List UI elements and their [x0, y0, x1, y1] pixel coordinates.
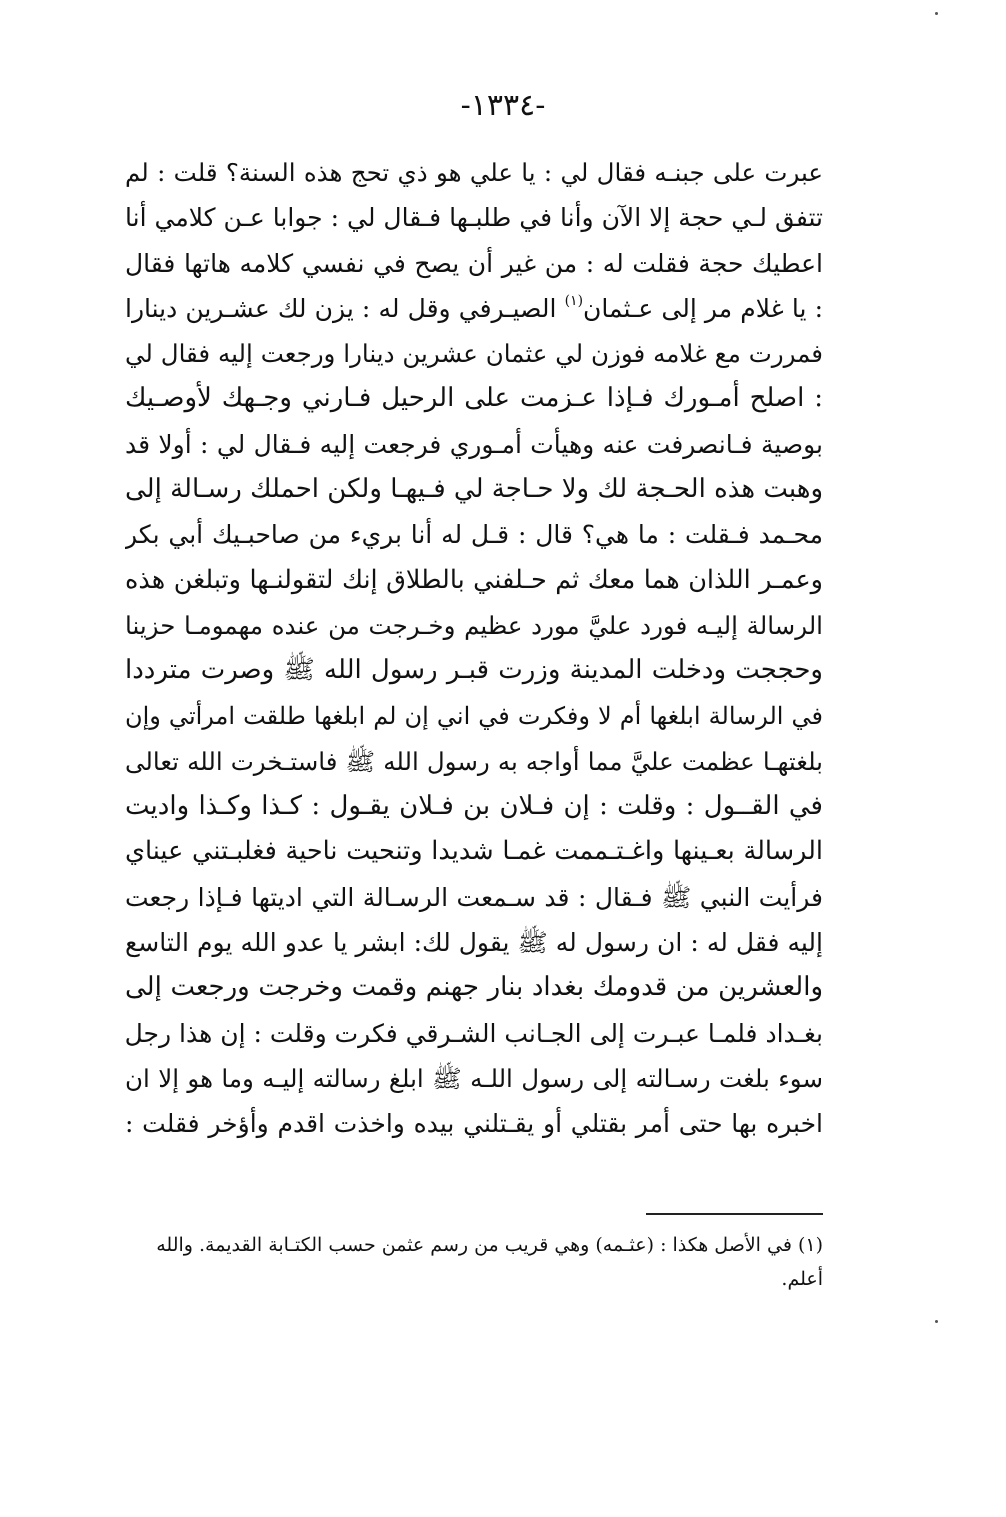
footnote-reference: (١) — [564, 292, 584, 309]
text-line: فرأيت النبي ﷺ فـقال : قد سـمعت الرسـالة التي اديتها فـإذا رجعت — [125, 882, 823, 912]
text-line: والعشرين من قدومك بغداد بنار جهنم وقمت وخرجت ورجعت إلى — [125, 972, 823, 1003]
text-line-rest: الصيـرفي وقل له : يزن لك عشـرين دينارا — [125, 293, 557, 323]
text-line: في الرسالة ابلغها أم لا وفكرت في اني إن لم ابلغها طلقت امرأتي وإن — [125, 701, 823, 730]
text-line: في القــول : وقلت : إن فـلان بن فـلان يقـول : كـذا وكـذا واديت — [125, 791, 823, 822]
text-line: محـمد فـقلت : ما هي؟ قال : قـل له أنا بريء من صاحبـيك أبي بكر — [125, 520, 823, 550]
text-line: اعطيك حجة فقلت له : من غير أن يصح في نفسي كلامه هاتها فقال — [125, 248, 823, 278]
text-line: بغـداد فلمـا عبـرت إلى الجـانب الشـرقي فكرت وقلت : إن هذا رجل — [125, 1018, 823, 1048]
text-line: بوصية فـانصرفت عنه وهيأت أمـوري فرجعت إليه فـقال لي : أولا قد — [125, 429, 823, 459]
text-line: عبرت على جبنـه فقال لي : يا علي هو ذي تحج هذه السنة؟ قلت : لم — [125, 158, 823, 187]
text-line: فمررت مع غلامه فوزن لي عثمان عشرين دينارا ورجعت إليه فقال لي — [125, 339, 823, 369]
scan-speck — [935, 12, 938, 15]
text-line: الرسالة بعـينها واغـتـممت غمـا شديدا وتنحيت ناحية فغلبـتني عيناي — [125, 836, 823, 867]
scan-speck — [935, 1320, 938, 1323]
text-line: : اصلح أمـورك فـإذا عـزمت على الرحيل فـارني وجـهك لأوصـيك — [125, 383, 823, 414]
text-line: وعمـر اللذان هما معك ثم حـلفني بالطلاق إنك لتقولنـها وتبلغن هذه — [125, 564, 823, 595]
text-line: الرسالة إليـه فورد عليَّ مورد عظيم وخـرجت من عنده مهمومـا حزينا — [125, 610, 823, 640]
footnote-line: (١) في الأصل هكذا : (عثـمه) وهي قريب من رسم عثمن حسب الكتـابة القديمة. والله — [156, 1234, 823, 1256]
text-line: اخبره بها حتى أمر بقتلي أو يقـتلني بيده واخذت اقدم وأؤخر فقلت : — [125, 1109, 823, 1139]
text-line: بلغتهـا عظمت عليَّ مما أواجه به رسول الله ﷺ فاستـخرت الله تعالى — [125, 746, 823, 776]
text-line: سوء بلغت رسـالته إلى رسول اللـه ﷺ ابلغ رسالته إليـه وما هو إلا ان — [125, 1063, 823, 1093]
page-number: -١٣٣٤- — [460, 88, 546, 123]
text-line-lead: : يا غلام مر إلى عـثمان — [583, 293, 823, 323]
text-line: وحججت ودخلت المدينة وزرت قبـر رسول الله ﷺ وصرت مترددا — [125, 655, 823, 686]
text-line: وهبت هذه الحـجة لك ولا حـاجة لي فـيهـا ولكن احملك رسـالة إلى — [125, 474, 823, 505]
footnote — [125, 1228, 823, 1296]
body-text — [125, 150, 823, 1147]
text-line: إليه فقل له : ان رسول له ﷺ يقول لك: ابشر يا عدو الله يوم التاسع — [125, 928, 823, 958]
footnote-line: أعلم. — [781, 1268, 823, 1290]
footnote-divider — [646, 1213, 823, 1215]
text-line-with-footnote-ref — [125, 286, 823, 331]
text-line: تتفق لـي حجة إلا الآن وأنا في طلبـها فـقال لي : جوابا عـن كلامي أنا — [125, 203, 823, 233]
